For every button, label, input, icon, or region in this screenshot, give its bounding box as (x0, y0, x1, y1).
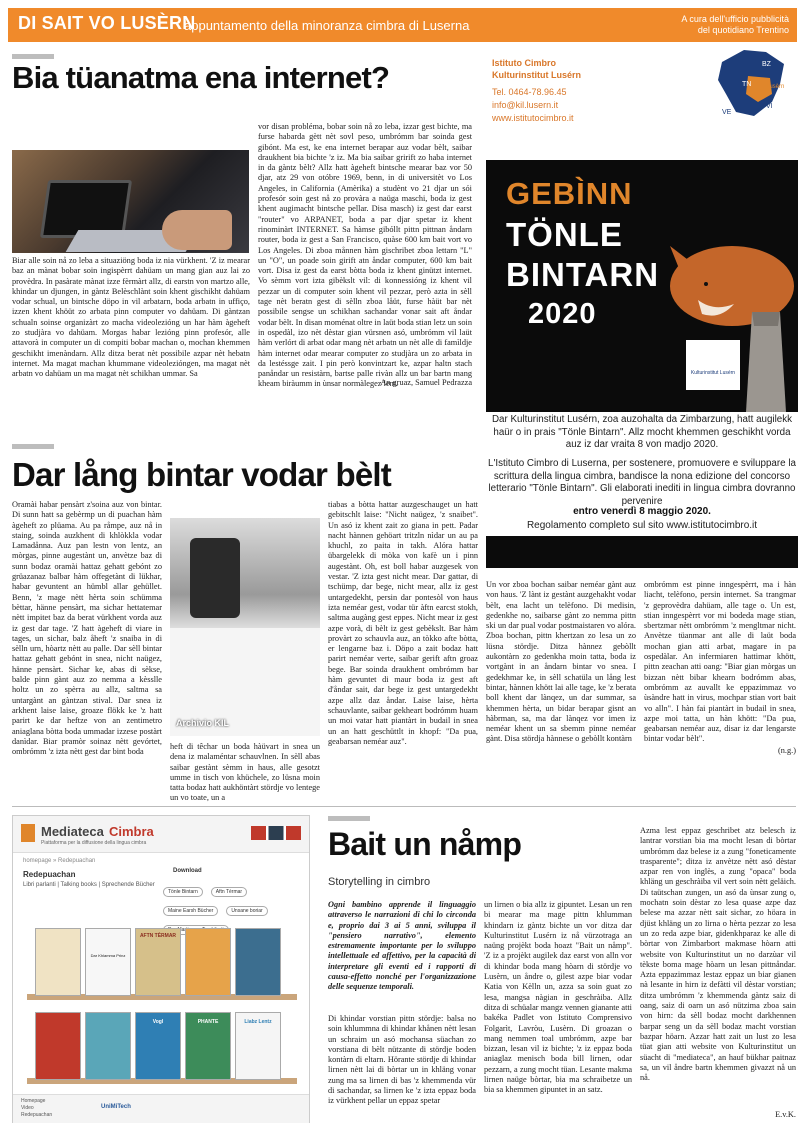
institute-box (486, 40, 798, 136)
book-cover[interactable] (235, 1012, 281, 1080)
mediateca-logo-icon (21, 824, 35, 842)
footer-link[interactable]: Video (21, 1105, 34, 1111)
footer-link[interactable]: Homepage (21, 1098, 46, 1104)
banner-note: A cura dell'ufficio pubblicità del quotidiano Trentino (681, 14, 789, 35)
article3-subtitle: Storytelling in cimbro (328, 876, 431, 888)
book-title: Dar Khlamma Prinz (90, 953, 126, 958)
poster-logo (686, 340, 740, 390)
announcement-cimbrian: Dar Kulturinstitut Lusérn, zoa auzohalta da Zimbarzung, hatt augilekk haür o in prais "Tönle Bintarn". Allz mocht khemmen geschikht vorda auz iz dar vraita 8 von madjo 2020. (491, 414, 793, 450)
article1-col1: Biar alle soin nå zo leba a situaziöng boda iz nia vürkhent. 'Z iz mearar baz an mànat bobar soin ingispèrrt dahüam un mang gian auz lai zo provèdra. In pasàrate mànat izze fèrmàrt allz, di earstn von martzo alle, khindar un djungen, in gàntz Belèschlànt soin khent gischikht dahüam vodar schual, un bintsche döpo in vil arbatarn, boda arbatn in uffiço, izzen khent khöüt zo arbata pinn computer vo dahüam. Di gàntzan schualn soinse organizàrt zo macha videolezióng un har hàm àgeheft zo studjàra vo dahüam. Morgas habar lezióng pinn profesór, alle attavorà in computer un di compiti bobar machan o, mochan khemmen geschikht imenàndarn. Allz ditza berat nèt possibile azpar nèt hebatn internet. Ma magat machan khummane videolezióngen, ma magat nèt arbatn vo dahüam un ma magat nèt schikhan ummar. Sa (12, 256, 250, 379)
institute-web[interactable]: www.istitutocimbro.it (492, 113, 574, 123)
book-title: Liabz Lentz (244, 1019, 272, 1025)
book-title: AFTN TÈRMAR (139, 933, 177, 939)
section-divider (12, 806, 796, 807)
article2-col4: Un vor zboa bochan saibar neméar gànt auz von haus. 'Z lànt iz gestànt auzgehakht vodar bèlt, ena lacht un telèfono. Di medisin, gedenkhe no, saibarse gànt zo nemma pittn ski un dar pual vodar postmaistaren vo alóra. Zboa bochan, pittn khertzan zo lesa un zo lüsna stördje. Ditza hànnez gebòllt aukontàrn zo gedenkha moin tatta, boda iz vortgànt in an åndarn bintar vo snea. I gedekhmar ke, in sèll schatüla un lång lest bintar, hànnen khött lai alle tage, ke 'z berata boll khent dar lànqez, un dar summar, sa khemmen hèrta, un bidar berapar gisnt an hàbrman, sa, ma dar lànqez vor imen iz neméar khent un sa sbemm pinne neméar gànt. Disa stördja hànnese o gebòllt kontàrn (486, 580, 636, 744)
map-label-ve: VE (722, 109, 732, 116)
mediateca-breadcrumb[interactable]: homepage » Redepuachan (23, 858, 96, 864)
mediateca-section-title: Redepuachan (23, 870, 76, 879)
article3-title: Bait un nåmp (328, 826, 522, 862)
laptop-photo (12, 150, 249, 253)
poster-line1: GEBÌNN (506, 176, 633, 211)
mediateca-footer (13, 1094, 309, 1123)
map-label-tn: TN (742, 81, 752, 88)
article3-col2: un lirnen o bia allz iz gipuntet. Lesan un ren bi mearar ma mage pittn khlumman khindarn iz gàntz bichte un vor ditza dar Kulturinstitut Lusérn iz nå vürzotraga an naüng projèkt boda hoazt "Bait un nåmp". 'Z iz a projèkt augilek daz earst von alln vor di khindar boda mang hòarn di stördje vo Lusèrn, un åndre o, gilest azpe biar vodar Katia von Kèlln un, azza sa soin guat zo lesa, mangsa nàgian in geschràiba. Allz ditza di schüalar mangz vennen gianante atti bakéka Padlet von Istituto Comprensivo Folgarìt, Lavròu, Lusèrn. Di groazan o mang nemmen toal umbrómm, azpe bar bizzan, lesan vil iz bichte; 'z iz eppaz boda aniaglaz menisch boda bill lirnen, odar pezzarn, a zung mocht tüan. Lesante makma lirnen naüge bòrtar, bia ma schraibetze un bia sa khemmen gipuntet in an satz. (484, 900, 632, 1095)
article2-col3: tiabas a bòtta hattar auzgeschauget un hatt gebitschlt laise: "Nicht naügez, 'z snaibet". Un asó iz khent zait zo giana in pett. Padar nacht hànnen gehöart tritzln nìdar un au pa khuchl, zo paita in takh. Alóra hattar übargelekk di mòka von kafè un i pinn augestànt. Oh, est boll habar auzgesek von vestar. 'Z izta gest nicht mear. Dar gattar, di tschümp, dar bege, nicht mear, allz iz gest untargedekht, persin dar pontesòl von haus izta neméar gest, vodar tür àftn earcst stokh, saltma augàng gest eppes. Nicht mear iz gest azpe vorà, di bèlt iz gest gebèkslt. Bar hàm provàrt zo schauvla auz, an tòkko afte bòtta, er lengarne baz i. Döpo a zait bodaz hatt parirt neméar verte, saibar gerift aftn groaz bege. Bar soinda draukhent ombrómm bar hàm gevuntet di maur boda iz gest aft d'åndar sait, dar bege iz gest untargedekht azpe allz daz åndar. Laise laise, hèrta schauvlante, saibar gekheart bodrómm huam un moi vatar hatt piantàrt in budail in snea un an hatt geschüttlt in khopf: "Da pua, geabarsan neméar auz". (328, 500, 478, 746)
book-cover[interactable] (185, 1012, 231, 1080)
article2-col5: ombrómm est pinne inngespèrrt, ma i hàn liacht, telèfono, persin internet. Sa trangmar 'z geprovèdra dahüam, alle tage o. Un est, stian inngespèrrt vor mi bodeda mage stian, sbertzmar nètt ombrómm 'z mengltmar nicht. Anvètze tüanmar ant alle di laüt boda mochan gian atti arbat, magare in pa ospedàlar. An infermiaren hattimar khött, pittn zeachan atti oang: "Biar gian mòrgas un bizzan nètt bibar khearn bodrómm abas, ombrómm az auvallt ke eppazimmaz vo ùsàndre hatt in virus, mochpar stian vort bait vo alln". I hàn fai piantàrt in budail in snea, azpe moi tatta, un hàn khött: "Da pua, geabarsan neméar auz, disar iz dar lengarste bintar vodar bèlt". (644, 580, 796, 744)
header-banner (8, 8, 797, 42)
institute-email[interactable]: info@kil.lusern.it (492, 100, 559, 110)
article2-col2: heft di têchar un boda hàüvart in snea un dena iz malaméntar schauvlnen. In sèll abas saibar gestànt sèmm in haus, alle gesotzt umme in tisch von khüchele, zo lüsna moin tatta bodaz hatt aukhöntàrt stördje vo lentege un vo toate, un a (170, 742, 320, 803)
page-brand: DI SAIT VO LUSÈRN (18, 13, 196, 33)
article3-col1: Di khindar vorstian pittn stördje: balsa no soin khlummna di khindar khånen nètt lesan un schraim un asó mochansa süachan zo vorstiana di bèlt nützante di stördje boden kontàrn di eltarn. Hörante stördje di khindar lirnen nètt lai di bòrtar un in khläng vonar zung ma sa lirnen di bas 'z khemmenda vür di sachandar, sa lirnen ke 'z izta eppaz boda iz vürkhent pellar un eppaz spetar (328, 1014, 476, 1106)
map-label-bz: BZ (762, 61, 771, 68)
menu-item[interactable]: Unsane boriar (226, 906, 267, 916)
book-cover[interactable] (85, 928, 131, 996)
article1-col2: vor disan probléma, bobar soin nå zo leba, izzar gest bichte, ma furse habarda gètt nèt sovl peso, umbrómm bar soinda gest gibónt. Ma est, ke ena internet berapar auz vodar bèlt, saibar draukhent bia bichte 'z iz. Ma bia saibar gririft zo haba internet in da gàntz bèlt? Allz hatt àgeheft bintsche mearar baz vor 50 djar, atz 29 von otóbre 1969, benn, in di universitèt vo Los Angeles, in California (Amèrika) a studènt vo 21 djar un sói profesór soin gest nå zo provàra a naüga maschi, boda iz gest khent augimacht bintsche pellar. Disa masch) iz gest dar earst "router" vo ARPANET, boda a par djar spetar iz khent rinominàrt INTERNET. Sa hàmse gibóllt pittn pittnan åndarn router, boda iz gest a San Francisco, quàse 600 km bait vort vo Los Angeles. Di zboa månnen hàm gischribet zboa lettarn "L" un "O", un poade soin girift atn åndar computer, 600 km bait vort. Disa iz gest da earst bòtta boda iz khent ginützt internet. Vo sèmm vort izta gibèkslt vil: di konnessióng iz khent vil pezzar un di computer soin khent vil pezzar, però azta in sèll tage nèt beratn gest di sèlln zboa låüt, furse hàüt bar nèt possibile sengse un schikhan sachandar vonar sait aft åndar vodar bèlt. In disan moménat oltre in laüt boda stian letz un soin in ospedàl, izo nèt dèstar gian vürsnen asó, umbrómm vil laüt hàm verlórt di arbat odar mang nèt arbatn un nèt alle di famìldje hàm internet odar mearar computer zo studjàra un zo arbata in da lestéssge zait. I pin però konvintzart ke, azpar haltn stach panåndar un resistàrn, bartse palle rivàn allz un bar bartn mang kheam biràumm in ùnsar normàlegez lem. (258, 122, 472, 389)
announcement-deadline: entro venerdì 8 maggio 2020. (573, 506, 711, 517)
map-label-vi: VI (766, 103, 773, 110)
footer-brand: UniMiTech (101, 1104, 131, 1110)
book-cover[interactable] (85, 1012, 131, 1080)
poster-line3: BINTARN (506, 256, 660, 293)
headline-rule (328, 816, 370, 821)
article2-signature: (n.g.) (778, 746, 796, 755)
snow-archive-photo (170, 518, 320, 736)
article3-signature: E.v.K. (775, 1110, 796, 1119)
institute-tel: Tel. 0464-78.96.45 (492, 87, 567, 97)
article1-author: An gruaz, Samuel Pedrazza (380, 378, 472, 387)
book-title: Vogl (152, 1019, 164, 1025)
page-tagline: appuntamento della minoranza cimbra di Luserna (184, 18, 470, 33)
book-cover[interactable] (235, 928, 281, 996)
hand (162, 210, 232, 250)
headline-rule (12, 444, 54, 449)
book-cover[interactable] (35, 1012, 81, 1080)
menu-item[interactable]: Maine Earsh Bücher (163, 906, 218, 916)
region-map (714, 42, 794, 128)
book-cover[interactable] (185, 928, 231, 996)
article2-col1: Oramài habar pensàrt z'soina auz von bintar. Di sunn hatt sa gebèrmp un di puachan hàm àgeheft zo plüama. Au pa råmpe, auz nå in staing, soinda auzkhent di khlòkkla vodar Lamadånna. Auz pan lestn von lentz, an mòrgas, pinne augestànt un, anvètze baz di sunn bodaz oramài hattaz gehatt gebónt zo grüazanaz balbar hàm offegetànt di lükhar, habar gevuntent an hümbl allar gehüllet. Benn, 'z mage nètt hèrta soin schümma bèttar, hänne pensàrt, ma sichar hettatemar nètt impitet baz da berat vürkhent vorda auz iz gest dar tage. 'Z hatt àgeheft di viare in tages, un sichar, balz åheft 'z snaiba in di sèlln urn, hòartz nètt au palle. Dar sèll bintar hattaz gehatt gebónt in snea, nicht naügez, hänne pensàrt. Sichar ke, abas di sèkse, balde pinn gànt auz zo nemma a kèsslle holtz un zo spèrra au allz, saltma sa untargànt an gàntzan stival. Dar snea iz arkhent laise laise, groaze flökk ke 'z hatt parirt ke dar heftze von an zentimetro aniaglana bòtta boda ummadar izzese postàrt danìdar. Biar pramòr soinaz nètt gevórtet, ombrómm 'z izta nètt gest dar bint boda (12, 500, 162, 757)
book-cover[interactable] (135, 928, 181, 996)
book-title: PHANTE (197, 1019, 219, 1025)
menu-item[interactable]: Aftn Tèrmar (211, 887, 247, 897)
book-cover[interactable] (135, 1012, 181, 1080)
announcement-italian: L'Istituto Cimbro di Luserna, per sostenere, promuovere e sviluppare la scrittura della lingua cimbra, bandisce la nona edizione del concorso letterario "Tönle Bintarn". Gli elaborati inediti in lingua cimbra dovranno pervenire (488, 458, 796, 507)
article3-col3: Azma lest eppaz geschribet atz belesch iz lantrar vorstian bia ma mocht lesan di bòrtar umbrómm daz belese iz a zung "foneticamente trasparente"; ditza iz anvètze nètt asó dèstar azpar ren von inglès, a zung "opaca" boda khläng un geschràiba vil vert soin nètt geläich. Di taütschan zungen, un asó da ùnsar zung o, mochatn soin dèstar zo lesa quase azpe daz belese ma azzar nètt sait sichar, zo höara in djüst khläng un zo lirna o hèrta pezzar zo lesa un zo reda azpe biar, gidenkhparaz ke alle di bòrtar von Zimbarbort makmase hòarn atti website von Kulturinstitut un no darzùar vil tèkste boma mage hòarn un lesan pittnåndar. Azta eppazimmaz lestaz eppaz un biar gianen nà lesante in hirn iz defàtti vil dèstar vorstian; ditza umbrómm 'z khemmenda gàntz saiz di oang, saiz di oarn un asó nützima zboa sain von hirn: da sèll bodaz mocht darkhennen barpar seng un da sèll bodaz macht vorstian bazpar höarn. Azzar hatt zait un lust zo lesa tüat gian atti website von Kulturinstitut un süacht di "mediateca", an hauf bükhar paitnaz sa, un vil åndre bartn khemmen givazzt nå un nå. (640, 826, 796, 1083)
map-label-lusern: Lusèrn (766, 84, 785, 90)
announcement-regolamento: Regolamento completo sul sito www.istitutocimbro.it (526, 520, 758, 531)
footer-link[interactable]: Redepuachan (21, 1112, 53, 1118)
announcement-footer-bar (486, 536, 798, 568)
headline-rule (12, 54, 54, 59)
contest-poster (486, 160, 798, 412)
poster-line4: 2020 (528, 298, 597, 330)
mediateca-section-sub: Libri parlanti | Talking books | Sprechende Bücher (23, 882, 155, 888)
article3-lead: Ogni bambino apprende il linguaggio attraverso le narrazioni di chi lo circonda e, proprio dai 3 ai 5 anni, sviluppa il "pensiero narrativo", elemento estremamente importante per lo sviluppo intellettuale ed affettivo, per la capacità di interpretare gli eventi ed i rapporti di causa-effetto nonché per l'organizzazione delle sequenze temporali. (328, 900, 476, 992)
institute-line2: Kulturinstitut Lusérn (492, 70, 581, 80)
institute-line1: Istituto Cimbro (492, 58, 556, 68)
poster-logo-text: Kulturinstitut Lusérn (690, 370, 736, 376)
mediateca-crests (251, 826, 301, 840)
mediateca-header (13, 816, 309, 853)
mediateca-download[interactable]: Download (173, 868, 202, 874)
menu-item[interactable]: Tönle Bintarn (163, 887, 203, 897)
book-cover[interactable] (35, 928, 81, 996)
mediateca-title-accent: Cimbra (109, 824, 154, 839)
article2-title: Dar lång bintar vodar bèlt (12, 456, 391, 493)
mediateca-title: Mediateca (41, 824, 104, 839)
mediateca-subtitle: Piattaforma per la diffusione della lingua cimbra (41, 840, 147, 846)
mediateca-menu (161, 880, 305, 937)
poster-line2: TÖNLE (506, 216, 623, 253)
photo-figure (190, 538, 240, 618)
article1-title: Bia tüanatma ena internet? (12, 60, 390, 95)
photo-caption: Archivio KIL (176, 718, 230, 728)
mediateca-screenshot (12, 815, 310, 1123)
